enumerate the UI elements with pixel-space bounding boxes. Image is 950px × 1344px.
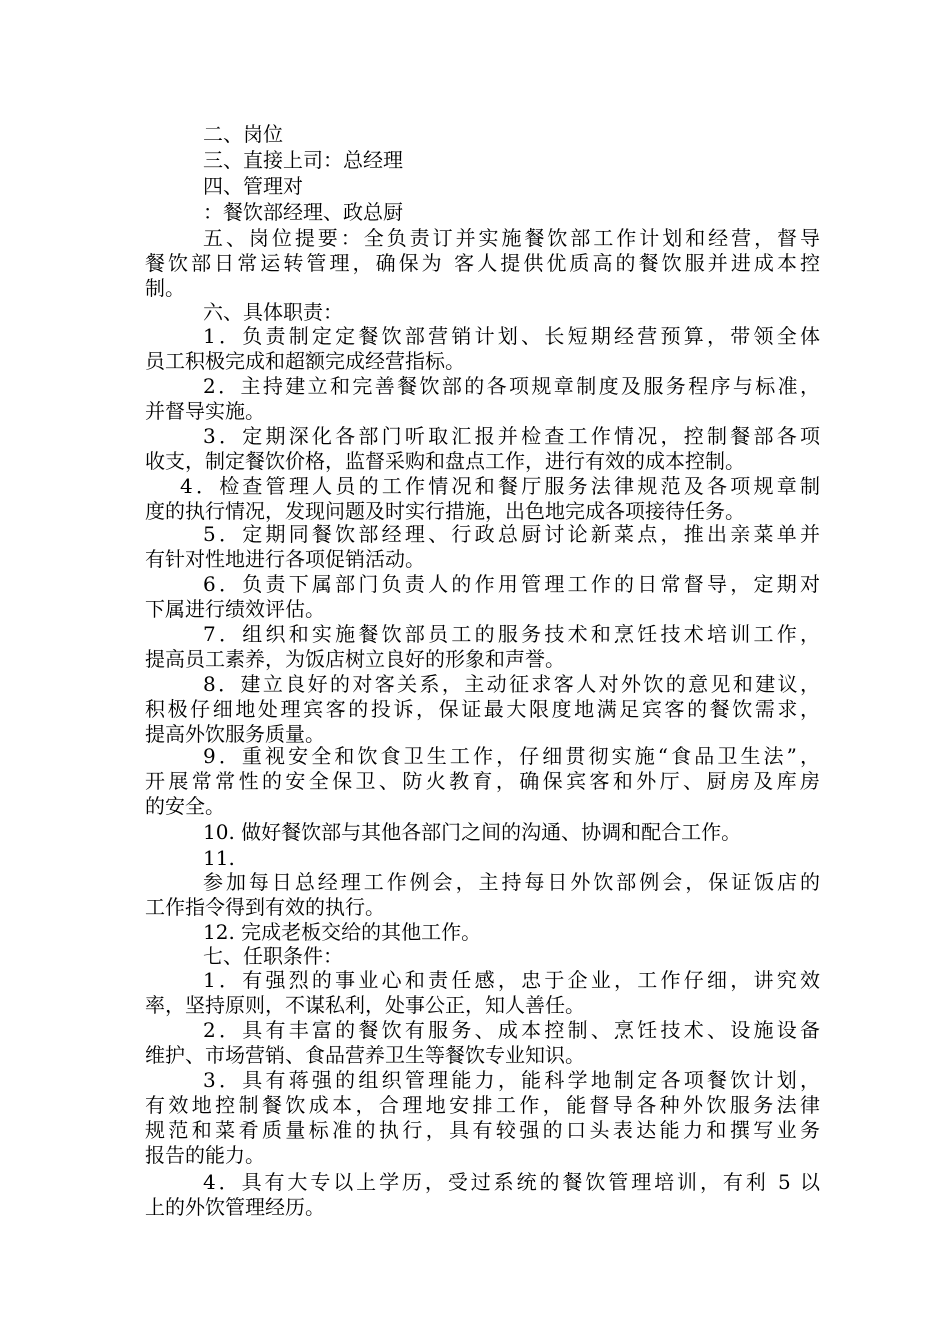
text-line: 积极仔细地处理宾客的投诉，保证最大限度地满足宾客的餐饮需求，	[145, 697, 820, 721]
text-line: 4．具有大专以上学历，受过系统的餐饮管理培训，有利 5 以	[203, 1170, 820, 1194]
text-line: 四、管理对	[203, 174, 303, 198]
paragraph	[145, 1170, 820, 1220]
paragraph	[145, 1068, 820, 1168]
text-line: 收支，制定餐饮价格，监督采购和盘点工作，进行有效的成本控制。	[145, 449, 745, 473]
text-line: 11.	[203, 846, 235, 870]
text-line: 员工积极完成和超额完成经营指标。	[145, 349, 465, 373]
text-line: 8．建立良好的对客关系，主动征求客人对外饮的意见和建议，	[203, 672, 820, 696]
text-line: 五、岗位提要：全负责订并实施餐饮部工作计划和经营，督导	[203, 226, 820, 250]
text-line: 提高外饮服务质量。	[145, 722, 325, 746]
paragraph	[145, 820, 820, 845]
text-line: 4．检查管理人员的工作情况和餐厅服务法律规范及各项规章制	[180, 474, 820, 498]
text-line: 有针对性地进行各项促销活动。	[145, 547, 425, 571]
paragraph	[145, 920, 820, 945]
text-line: 12. 完成老板交给的其他工作。	[203, 920, 482, 944]
paragraph	[145, 324, 820, 374]
text-line: 3．定期深化各部门听取汇报并检查工作情况，控制餐部各项	[203, 424, 820, 448]
text-line: 10. 做好餐饮部与其他各部门之间的沟通、协调和配合工作。	[203, 820, 742, 844]
paragraph	[145, 424, 820, 474]
text-line: 2．主持建立和完善餐饮部的各项规章制度及服务程序与标准，	[203, 374, 820, 398]
text-line: 7．组织和实施餐饮部员工的服务技术和烹饪技术培训工作，	[203, 622, 820, 646]
paragraph	[145, 846, 820, 871]
text-line: 3．具有蒋强的组织管理能力，能科学地制定各项餐饮计划，	[203, 1068, 820, 1092]
paragraph	[145, 672, 820, 747]
paragraph	[145, 968, 820, 1018]
text-line: 度的执行情况，发现问题及时实行措施，出色地完成各项接待任务。	[145, 499, 745, 523]
paragraph	[145, 122, 820, 147]
text-line: 6．负责下属部门负责人的作用管理工作的日常督导，定期对	[203, 572, 820, 596]
text-line: 提高员工素养，为饭店树立良好的形象和声誉。	[145, 647, 565, 671]
paragraph	[145, 200, 820, 225]
text-line: 5．定期同餐饮部经理、行政总厨讨论新菜点，推出亲菜单并	[203, 522, 820, 546]
paragraph	[145, 622, 820, 672]
paragraph	[145, 572, 820, 622]
text-line: 报告的能力。	[145, 1143, 265, 1167]
paragraph	[145, 870, 820, 920]
text-line: 餐饮部日常运转管理，确保为 客人提供优质高的餐饮服并进成本控	[145, 251, 820, 275]
text-line: 六、具体职责：	[203, 300, 343, 324]
paragraph	[145, 522, 820, 572]
text-line: 参加每日总经理工作例会，主持每日外饮部例会，保证饭店的	[203, 870, 820, 894]
text-line: 维护、市场营销、食品营养卫生等餐饮专业知识。	[145, 1043, 585, 1067]
text-line: 工作指令得到有效的执行。	[145, 895, 385, 919]
text-line: 的安全。	[145, 794, 225, 818]
text-line: 规范和菜肴质量标准的执行，具有较强的口头表达能力和撰写业务	[145, 1118, 820, 1142]
paragraph	[145, 374, 820, 424]
text-line: ：餐饮部经理、政总厨	[203, 200, 403, 224]
text-line: 开展常常性的安全保卫、防火教育，确保宾客和外厅、厨房及库房	[145, 769, 820, 793]
paragraph	[145, 1018, 820, 1068]
paragraph	[145, 148, 820, 173]
text-line: 2．具有丰富的餐饮有服务、成本控制、烹饪技术、设施设备	[203, 1018, 820, 1042]
text-line: 下属进行绩效评估。	[145, 597, 325, 621]
paragraph	[145, 300, 820, 325]
text-line: 制。	[145, 276, 185, 300]
paragraph	[145, 944, 820, 969]
text-line: 二、岗位	[203, 122, 283, 146]
text-line: 率，坚持原则，不谋私利，处事公正，知人善任。	[145, 993, 585, 1017]
paragraph	[145, 226, 820, 301]
text-line: 9．重视安全和饮食卫生工作，仔细贯彻实施“食品卫生法”，	[203, 744, 820, 768]
text-line: 有效地控制餐饮成本，合理地安排工作，能督导各种外饮服务法律	[145, 1093, 820, 1117]
text-line: 1．有强烈的事业心和责任感，忠于企业，工作仔细，讲究效	[203, 968, 820, 992]
text-line: 三、直接上司：总经理	[203, 148, 403, 172]
paragraph	[145, 474, 820, 524]
text-line: 并督导实施。	[145, 399, 265, 423]
text-line: 七、任职条件：	[203, 944, 343, 968]
paragraph	[145, 744, 820, 819]
text-line: 上的外饮管理经历。	[145, 1195, 325, 1219]
text-line: 1．负责制定定餐饮部营销计划、长短期经营预算，带领全体	[203, 324, 820, 348]
paragraph	[145, 174, 820, 199]
